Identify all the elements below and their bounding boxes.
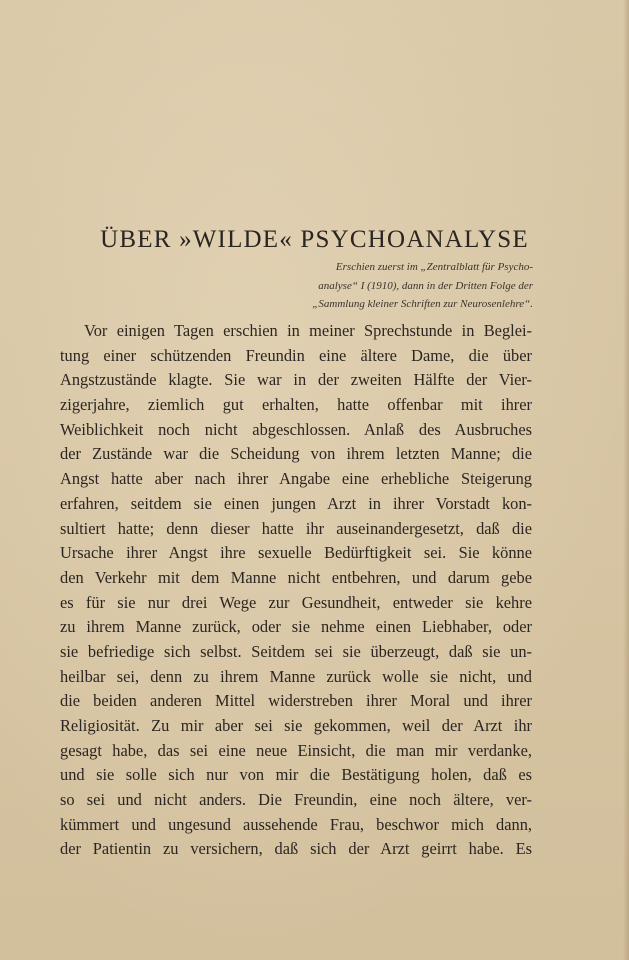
text-line: Weiblichkeit noch nicht abgeschlossen. Anlaß des Ausbruches: [60, 419, 532, 439]
chapter-title: ÜBER »WILDE« PSYCHOANALYSE: [100, 226, 529, 253]
text-line: der Patientin zu versichern, daß sich der Arzt geirrt habe. Es: [60, 839, 532, 859]
text-line: Angstzustände klagte. Sie war in der zweiten Hälfte der Vier-: [60, 370, 532, 390]
text-line: zu ihrem Manne zurück, oder sie nehme einen Liebhaber, oder: [60, 617, 532, 637]
text-line: Vor einigen Tagen erschien in meiner Sprechstunde in Beglei-: [84, 321, 532, 340]
source-note: [243, 258, 533, 314]
source-note-line: „Sammlung kleiner Schriften zur Neurosenlehre“.: [312, 298, 533, 310]
body-paragraph: [60, 319, 532, 862]
text-line: und sie solle sich nur von mir die Bestätigung holen, daß es: [60, 765, 532, 785]
text-line: kümmert und ungesund aussehende Frau, beschwor mich dann,: [60, 814, 532, 834]
text-line: es für sie nur drei Wege zur Gesundheit, entweder sie kehre: [60, 592, 532, 612]
text-line: sie befriedige sich selbst. Seitdem sei sie überzeugt, daß sie un-: [60, 641, 532, 661]
text-line: Angst hatte aber nach ihrer Angabe eine erhebliche Steigerung: [60, 469, 532, 489]
text-line: zigerjahre, ziemlich gut erhalten, hatte offenbar mit ihrer: [60, 395, 532, 415]
text-line: heilbar sei, denn zu ihrem Manne zurück wolle sie nicht, und: [60, 666, 532, 686]
text-line: den Verkehr mit dem Manne nicht entbehren, und darum gebe: [60, 567, 532, 587]
text-line: Ursache ihrer Angst ihre sexuelle Bedürftigkeit sei. Sie könne: [60, 543, 532, 563]
source-note-line: analyse“ I (1910), dann in der Dritten Folge der: [318, 279, 533, 292]
text-line: die beiden anderen Mittel widerstreben ihrer Moral und ihrer: [60, 691, 532, 711]
text-line: so sei und nicht anders. Die Freundin, eine noch ältere, ver-: [60, 790, 532, 810]
text-line: Religiosität. Zu mir aber sei sie gekommen, weil der Arzt ihr: [60, 716, 532, 735]
text-line: tung einer schützenden Freundin eine ältere Dame, die über: [60, 345, 532, 365]
text-line: erfahren, seitdem sie einen jungen Arzt in ihrer Vorstadt kon-: [60, 493, 532, 513]
text-line: sultiert hatte; denn dieser hatte ihr auseinandergesetzt, daß die: [60, 518, 532, 538]
page-edge-shadow: [623, 0, 629, 960]
text-line: gesagt habe, das sei eine neue Einsicht, die man mir verdanke,: [60, 740, 532, 760]
text-line: der Zustände war die Scheidung von ihrem letzten Manne; die: [60, 444, 532, 464]
source-note-line: Erschien zuerst im „Zentralblatt für Psycho-: [335, 261, 533, 273]
